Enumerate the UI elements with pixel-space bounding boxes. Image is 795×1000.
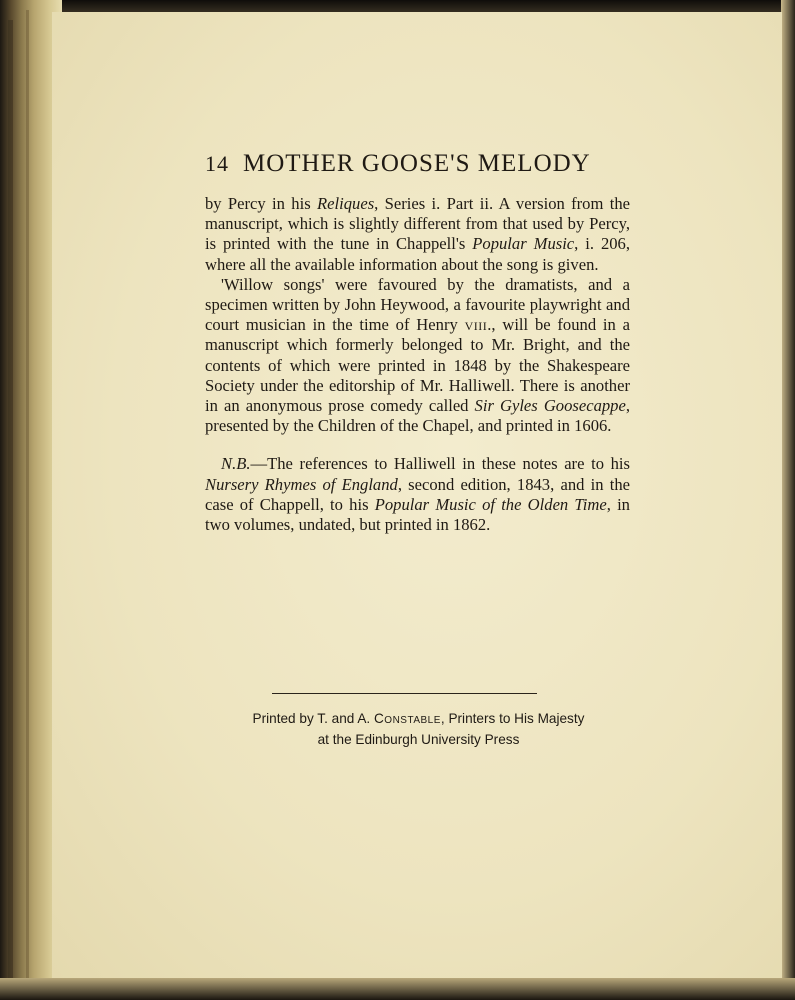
italic-title: Popular Music of the Olden Time	[374, 494, 607, 514]
imprint-line-2: at the Edinburgh University Press	[317, 732, 520, 747]
text-run: , Printers to His Majesty	[440, 711, 585, 726]
paragraph-1	[205, 194, 630, 275]
paragraph-2	[205, 275, 630, 437]
text-run: —The references to Halliwell in these notes are to his	[250, 454, 630, 474]
printer-name: Constable	[373, 711, 441, 726]
divider-rule	[272, 693, 537, 694]
italic-title: Reliques	[317, 194, 375, 213]
binding-edge	[26, 10, 29, 990]
running-head	[205, 150, 630, 178]
roman-numeral: viii	[464, 315, 488, 335]
text-run: , i. 206, where all the available information about the song is given.	[205, 234, 631, 274]
binding-edge	[8, 20, 13, 980]
page-content	[205, 150, 630, 535]
text-run: Printed by T. and A.	[252, 711, 374, 726]
paragraph-nb	[205, 454, 630, 535]
page-number: 14	[205, 151, 229, 176]
running-title: MOTHER GOOSE'S MELODY	[243, 150, 591, 177]
text-run: , presented by the Children of the Chapel, and printed in 1606.	[205, 396, 630, 436]
printer-imprint	[206, 708, 631, 750]
text-run: ., will be found in a manuscript which formerly belonged to Mr. Bright, and the contents of which were printed in 1848 by the Shakespeare Society under the editorship of Mr. Halliwell. There is another in an anonymous prose comedy called	[205, 315, 630, 416]
italic-title: Nursery Rhymes of England	[205, 474, 398, 494]
nb-label: N.B.	[221, 454, 251, 474]
italic-title: Sir Gyles Goosecappe	[474, 396, 626, 416]
italic-title: Popular Music	[472, 234, 575, 254]
text-run: , in two volumes, undated, but printed in 1862.	[205, 494, 630, 535]
text-run: 'Willow songs' were favoured by the dramatists, and a specimen written by John Heywood, a favourite playwright and court musician in the time of Henry	[205, 274, 630, 335]
scan-right-edge	[781, 0, 795, 1000]
imprint-line-1	[206, 708, 631, 729]
scan-bottom-edge	[0, 978, 795, 1000]
text-run: by Percy in his	[205, 194, 318, 213]
text-run: , Series i. Part ii. A version from the manuscript, which is slightly different from that used by Percy, is printed with the tune in Chappell's	[205, 194, 630, 254]
text-run: , second edition, 1843, and in the case of Chappell, to his	[205, 474, 630, 514]
